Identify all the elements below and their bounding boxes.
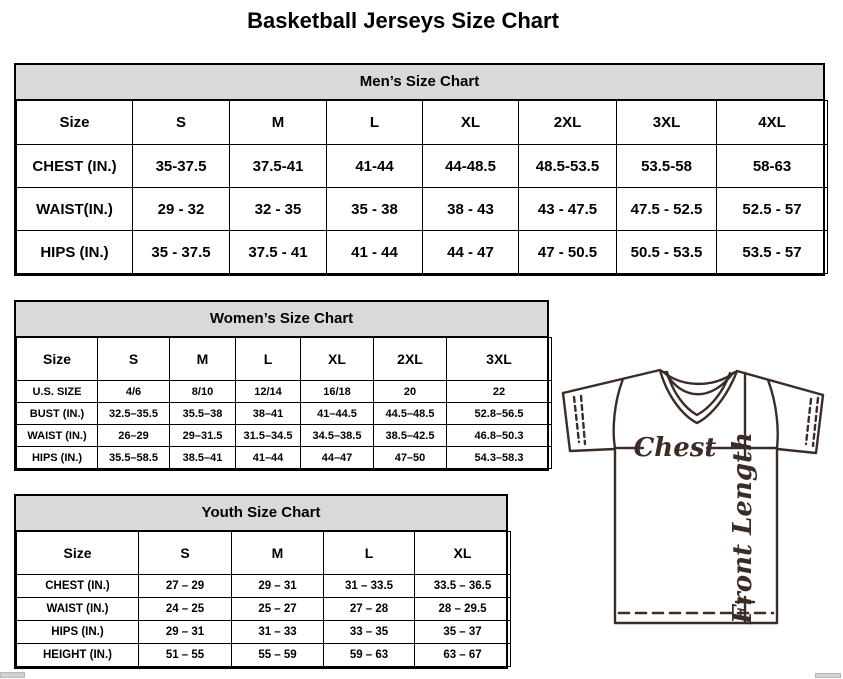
row-label: BUST (IN.) (17, 403, 98, 425)
size-cell: 52.5 - 57 (717, 188, 828, 231)
table-row (17, 403, 552, 425)
size-cell: 35-37.5 (133, 145, 230, 188)
size-cell: 29 – 31 (139, 621, 232, 644)
size-cell: 58-63 (717, 145, 828, 188)
womens-section-header: Women’s Size Chart (16, 302, 547, 337)
size-cell: 51 – 55 (139, 644, 232, 667)
table-row (17, 644, 511, 667)
header-row (17, 338, 552, 381)
row-label: WAIST (IN.) (17, 425, 98, 447)
column-header: XL (423, 101, 519, 145)
jersey-armhole-seam (614, 379, 623, 448)
size-cell: 41–44.5 (301, 403, 374, 425)
size-cell: 32 - 35 (230, 188, 327, 231)
size-cell: 33 – 35 (324, 621, 415, 644)
column-header: Size (17, 338, 98, 381)
column-header: L (324, 532, 415, 575)
column-header: Size (17, 532, 139, 575)
size-cell: 29 - 32 (133, 188, 230, 231)
size-cell: 26–29 (98, 425, 170, 447)
size-cell: 52.8–56.5 (447, 403, 552, 425)
column-header: 4XL (717, 101, 828, 145)
size-cell: 31 – 33 (232, 621, 324, 644)
column-header: S (98, 338, 170, 381)
sleeve-hatch-mark (581, 396, 585, 444)
size-cell: 25 – 27 (232, 598, 324, 621)
size-cell: 44–47 (301, 447, 374, 469)
size-cell: 44.5–48.5 (374, 403, 447, 425)
size-cell: 32.5–35.5 (98, 403, 170, 425)
jersey-right-sleeve (777, 395, 823, 453)
size-cell: 38.5–41 (170, 447, 236, 469)
size-cell: 44-48.5 (423, 145, 519, 188)
size-cell: 54.3–58.3 (447, 447, 552, 469)
front-length-label: Front Length (728, 432, 758, 624)
header-row (17, 532, 511, 575)
row-label: HIPS (IN.) (17, 231, 133, 274)
column-header: M (170, 338, 236, 381)
table-row (17, 621, 511, 644)
table-row (17, 447, 552, 469)
size-cell: 35 - 38 (327, 188, 423, 231)
size-cell: 41 - 44 (327, 231, 423, 274)
column-header: S (133, 101, 230, 145)
table-row (17, 145, 828, 188)
jersey-armhole-seam (768, 380, 778, 448)
column-header: S (139, 532, 232, 575)
scrollbar-fragment-left[interactable] (0, 672, 25, 678)
size-cell: 31.5–34.5 (236, 425, 301, 447)
table-row (17, 188, 828, 231)
size-cell: 28 – 29.5 (415, 598, 511, 621)
page-title: Basketball Jerseys Size Chart (247, 8, 559, 33)
chest-label: Chest (633, 433, 717, 463)
row-label: CHEST (IN.) (17, 575, 139, 598)
size-cell: 38–41 (236, 403, 301, 425)
column-header: XL (415, 532, 511, 575)
size-cell: 38.5–42.5 (374, 425, 447, 447)
sleeve-hatch-mark (806, 399, 811, 444)
size-cell: 37.5-41 (230, 145, 327, 188)
table-row (17, 231, 828, 274)
scrollbar-fragment-right[interactable] (815, 673, 841, 678)
table-row (17, 575, 511, 598)
size-cell: 50.5 - 53.5 (617, 231, 717, 274)
size-cell: 35.5–38 (170, 403, 236, 425)
size-cell: 59 – 63 (324, 644, 415, 667)
size-cell: 41–44 (236, 447, 301, 469)
size-cell: 35 – 37 (415, 621, 511, 644)
row-label: WAIST(IN.) (17, 188, 133, 231)
mens-table (16, 100, 828, 274)
column-header: 3XL (447, 338, 552, 381)
row-label: HIPS (IN.) (17, 447, 98, 469)
youth-section-header: Youth Size Chart (16, 496, 506, 531)
row-label: U.S. SIZE (17, 381, 98, 403)
table-row (17, 425, 552, 447)
row-label: HIPS (IN.) (17, 621, 139, 644)
size-cell: 47 - 50.5 (519, 231, 617, 274)
size-cell: 29 – 31 (232, 575, 324, 598)
column-header: 2XL (374, 338, 447, 381)
size-cell: 20 (374, 381, 447, 403)
size-cell: 4/6 (98, 381, 170, 403)
column-header: 3XL (617, 101, 717, 145)
size-cell: 53.5 - 57 (717, 231, 828, 274)
size-cell: 47–50 (374, 447, 447, 469)
size-cell: 27 – 29 (139, 575, 232, 598)
size-cell: 38 - 43 (423, 188, 519, 231)
size-cell: 47.5 - 52.5 (617, 188, 717, 231)
table-row (17, 381, 552, 403)
header-row (17, 101, 828, 145)
jersey-outline (563, 370, 660, 393)
jersey-outline (737, 371, 823, 395)
womens-size-chart-table (14, 300, 549, 471)
jersey-left-sleeve (563, 393, 615, 451)
mens-size-chart-table (14, 63, 825, 276)
youth-size-chart-table (14, 494, 508, 669)
size-cell: 12/14 (236, 381, 301, 403)
size-cell: 22 (447, 381, 552, 403)
column-header: L (327, 101, 423, 145)
size-cell: 35.5–58.5 (98, 447, 170, 469)
womens-table (16, 337, 552, 469)
mens-section-header: Men’s Size Chart (16, 65, 823, 100)
size-cell: 37.5 - 41 (230, 231, 327, 274)
row-label: CHEST (IN.) (17, 145, 133, 188)
size-cell: 31 – 33.5 (324, 575, 415, 598)
size-cell: 33.5 – 36.5 (415, 575, 511, 598)
size-cell: 63 – 67 (415, 644, 511, 667)
row-label: HEIGHT (IN.) (17, 644, 139, 667)
jersey-measurement-diagram (555, 360, 837, 660)
table-row (17, 598, 511, 621)
size-cell: 35 - 37.5 (133, 231, 230, 274)
row-label: WAIST (IN.) (17, 598, 139, 621)
size-cell: 43 - 47.5 (519, 188, 617, 231)
size-cell: 55 – 59 (232, 644, 324, 667)
size-cell: 48.5-53.5 (519, 145, 617, 188)
column-header: M (230, 101, 327, 145)
column-header: Size (17, 101, 133, 145)
size-cell: 27 – 28 (324, 598, 415, 621)
column-header: L (236, 338, 301, 381)
size-cell: 44 - 47 (423, 231, 519, 274)
size-cell: 29–31.5 (170, 425, 236, 447)
size-cell: 41-44 (327, 145, 423, 188)
column-header: XL (301, 338, 374, 381)
size-cell: 24 – 25 (139, 598, 232, 621)
size-cell: 53.5-58 (617, 145, 717, 188)
sleeve-hatch-mark (574, 397, 579, 442)
column-header: 2XL (519, 101, 617, 145)
size-cell: 8/10 (170, 381, 236, 403)
size-cell: 16/18 (301, 381, 374, 403)
size-cell: 34.5–38.5 (301, 425, 374, 447)
column-header: M (232, 532, 324, 575)
size-cell: 46.8–50.3 (447, 425, 552, 447)
youth-table (16, 531, 511, 667)
